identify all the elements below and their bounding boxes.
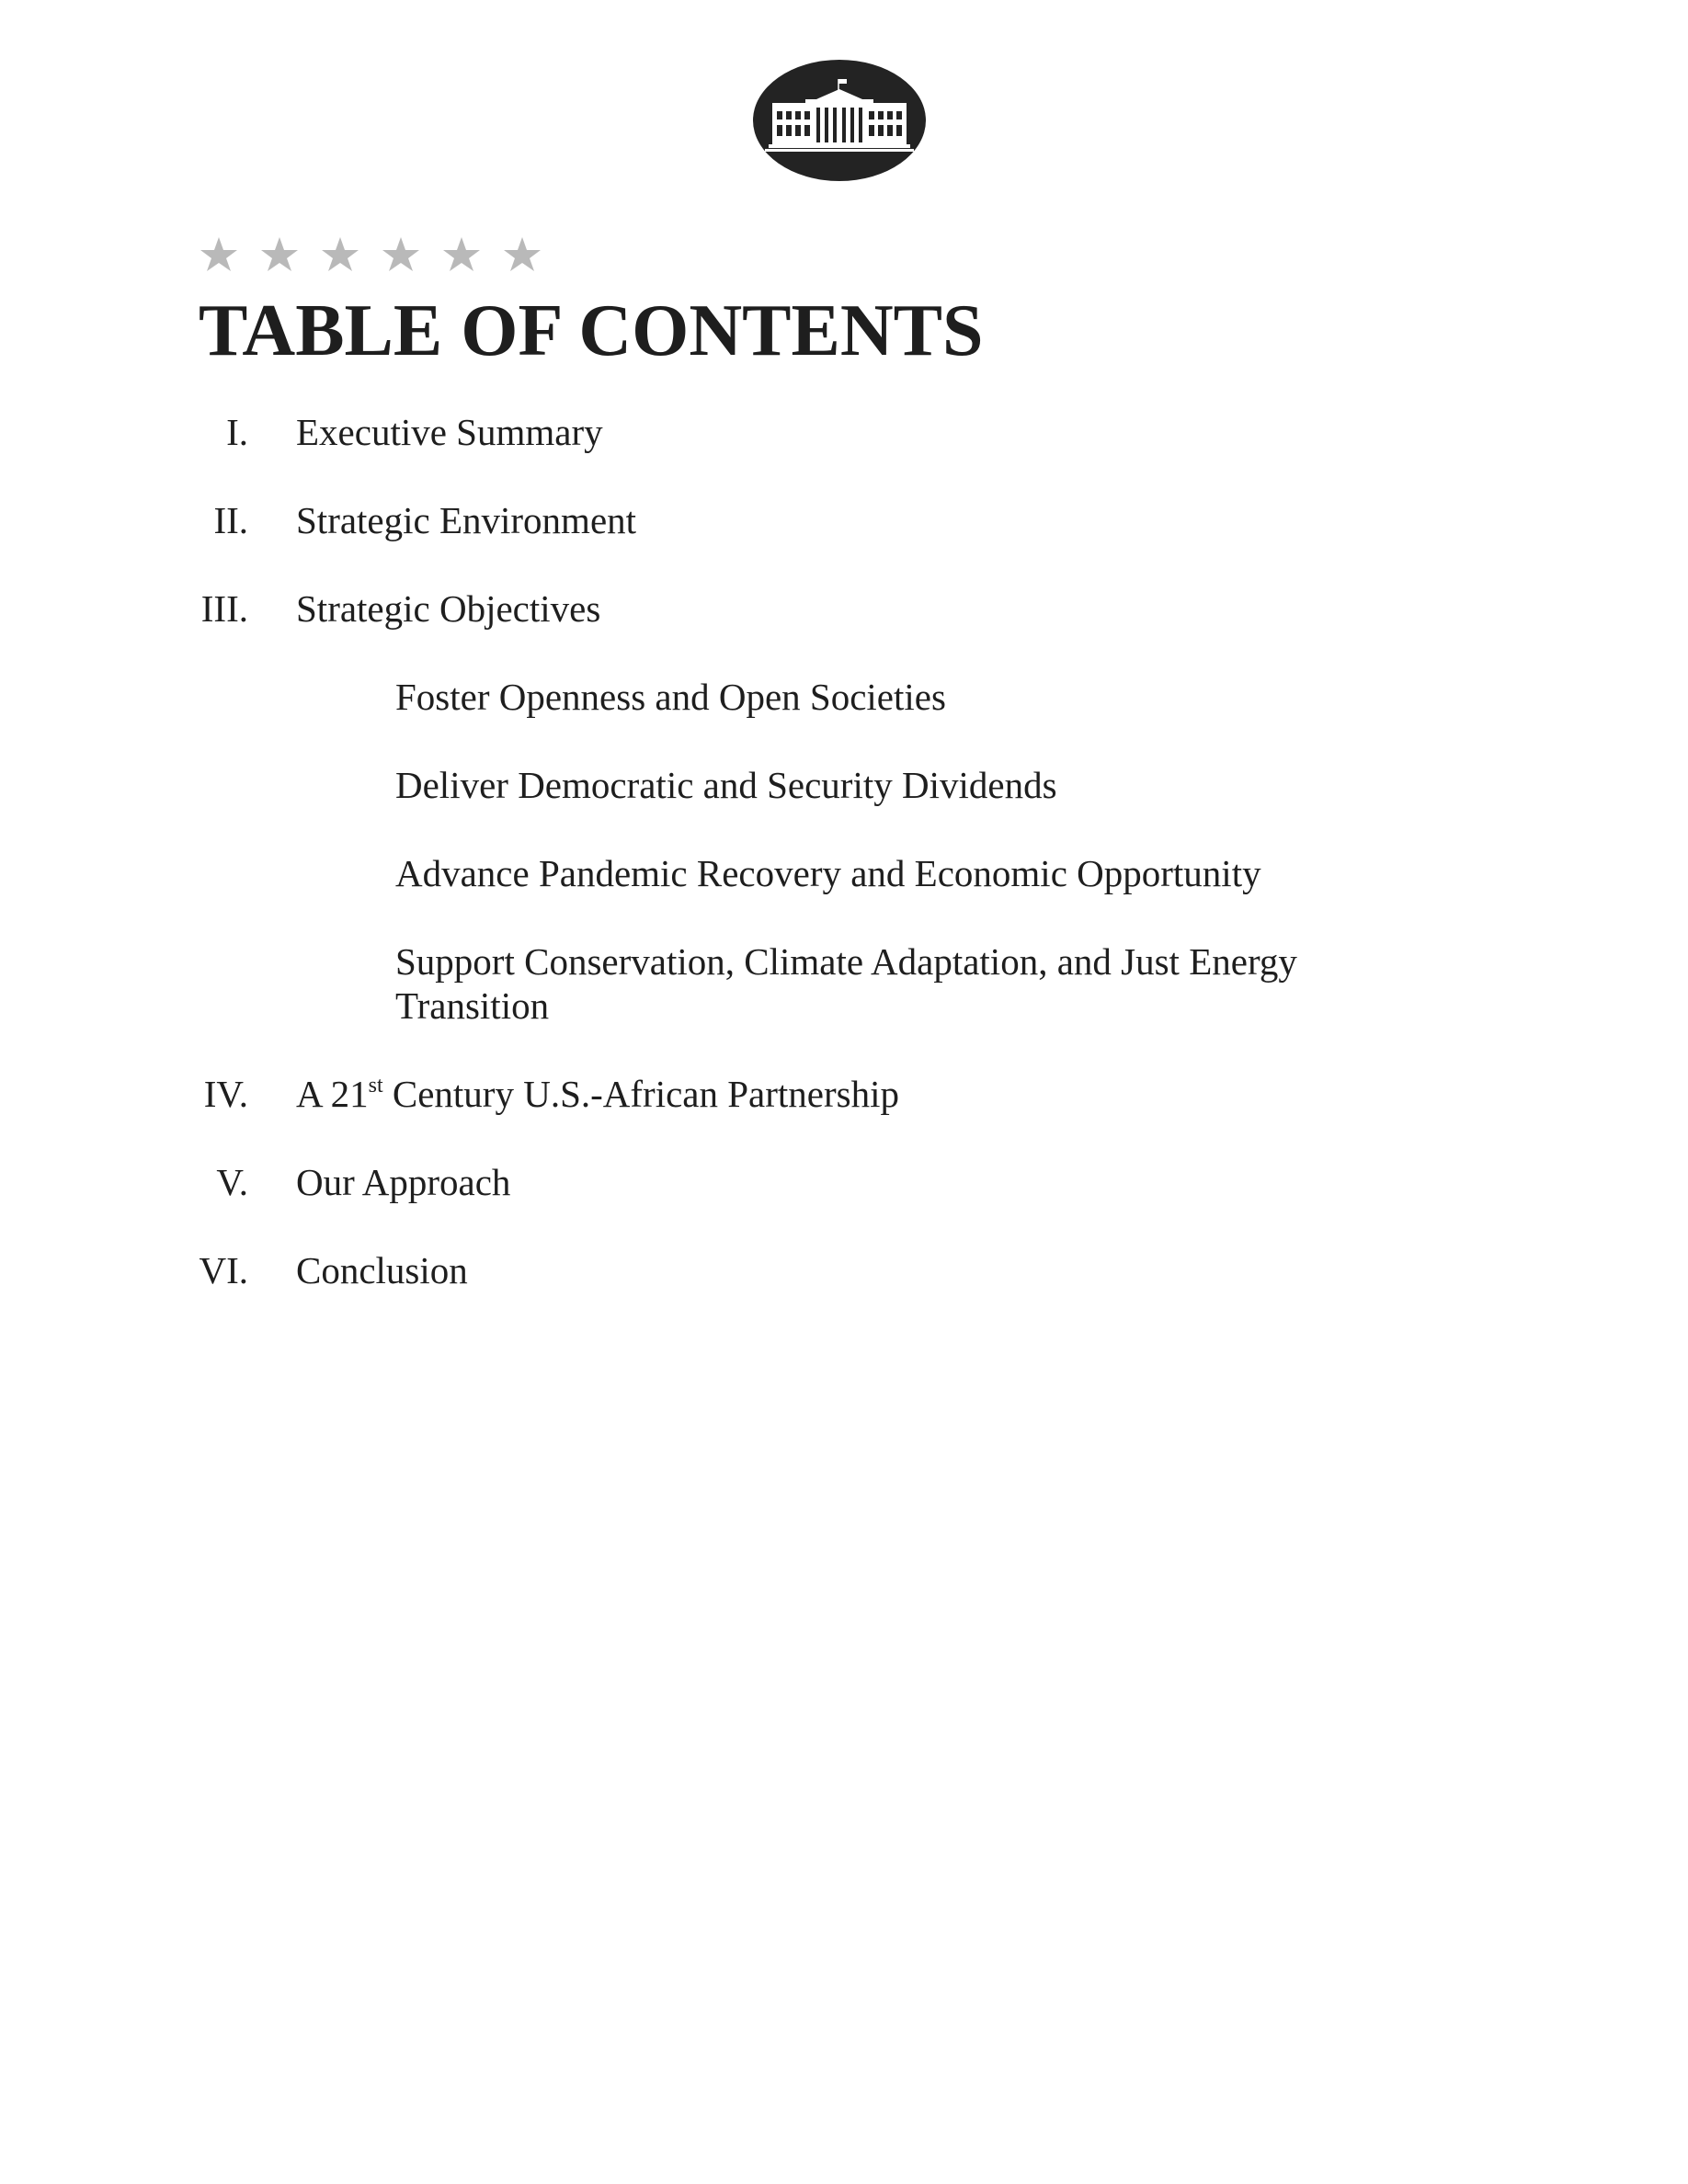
star-icon <box>381 233 441 281</box>
white-house-seal-icon <box>752 59 927 182</box>
toc-label: Conclusion <box>296 1249 468 1291</box>
toc-label: Strategic Environment <box>296 499 637 541</box>
toc-label <box>296 1072 899 1116</box>
toc-subentry-line: Support Conservation, Climate Adaptation, and Just Energy <box>395 940 1297 983</box>
star-icon <box>199 233 259 281</box>
toc-subentry-foster-openness[interactable]: Foster Openness and Open Societies <box>395 676 946 718</box>
star-icon <box>320 233 381 281</box>
stars-row <box>199 233 563 289</box>
toc-label-prefix: A 21 <box>296 1073 369 1115</box>
star-icon <box>441 233 502 281</box>
star-icon <box>502 233 563 281</box>
toc-subentry-line: Transition <box>395 984 550 1027</box>
toc-numeral: II. <box>213 499 248 541</box>
toc-subentry-pandemic-recovery[interactable]: Advance Pandemic Recovery and Economic Opportunity <box>395 852 1261 894</box>
toc-label: Strategic Objectives <box>296 587 601 630</box>
toc-label-superscript: st <box>368 1074 383 1098</box>
toc-subentry-democratic-dividends[interactable]: Deliver Democratic and Security Dividends <box>395 764 1057 806</box>
toc-numeral: I. <box>226 411 248 453</box>
toc-numeral: III. <box>200 587 248 630</box>
toc-label: Our Approach <box>296 1161 511 1203</box>
toc-numeral: V. <box>216 1161 248 1203</box>
toc-label: Executive Summary <box>296 411 603 453</box>
toc-numeral: IV. <box>203 1073 248 1115</box>
toc-label-suffix: Century U.S.-African Partnership <box>382 1073 899 1115</box>
toc-numeral: VI. <box>199 1249 248 1291</box>
page-title: TABLE OF CONTENTS <box>199 290 984 371</box>
star-icon <box>259 233 320 281</box>
